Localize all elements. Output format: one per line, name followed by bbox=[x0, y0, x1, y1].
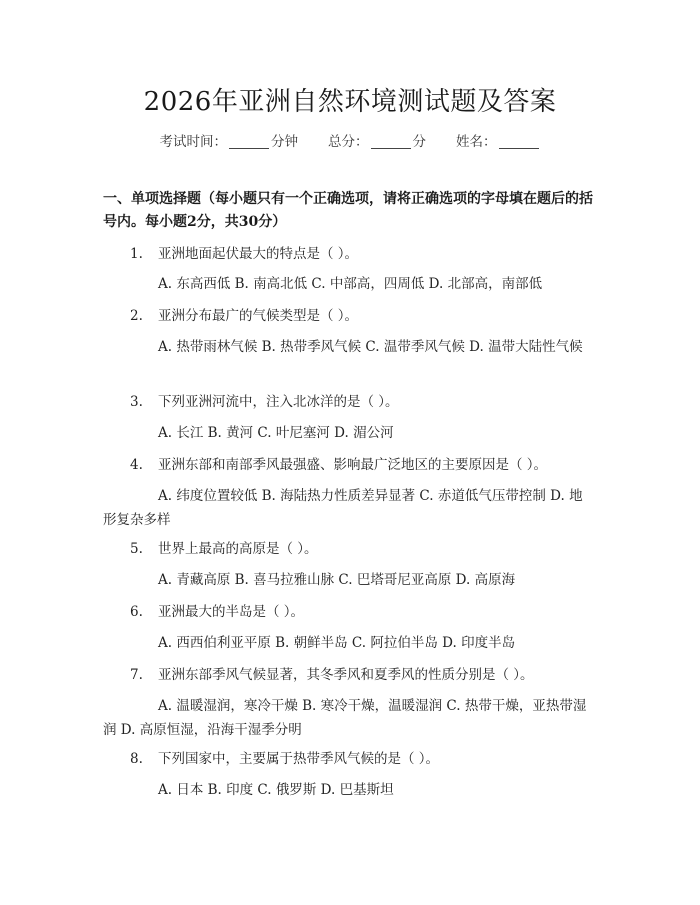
page-title: 2026年亚洲自然环境测试题及答案 bbox=[143, 87, 557, 117]
time-unit: 分钟 bbox=[271, 134, 298, 150]
question-number: 4. bbox=[130, 457, 143, 473]
question-options: A. 温暖湿润，寒冷干燥 B. 寒冷干燥，温暖湿润 C. 热带干燥，亚热带湿润 D. 高原恒湿，沿海干湿季分明 bbox=[103, 698, 587, 738]
score-unit: 分 bbox=[412, 134, 426, 150]
question-number: 2. bbox=[130, 308, 143, 324]
question-stem: 世界上最高的高原是（ ）。 bbox=[158, 541, 318, 557]
question-number: 3. bbox=[130, 394, 143, 410]
score-label: 总分： bbox=[328, 134, 369, 150]
question-stem: 亚洲东部和南部季风最强盛、影响最广泛地区的主要原因是（ ）。 bbox=[158, 457, 548, 473]
question-stem: 亚洲东部季风气候显著，其冬季风和夏季风的性质分别是（ ）。 bbox=[158, 667, 534, 683]
question-number: 1. bbox=[130, 246, 143, 262]
question-stem: 亚洲地面起伏最大的特点是（ ）。 bbox=[158, 246, 359, 262]
question-stem: 下列亚洲河流中，注入北冰洋的是（ ）。 bbox=[158, 394, 399, 410]
question-options: A. 日本 B. 印度 C. 俄罗斯 D. 巴基斯坦 bbox=[158, 782, 394, 798]
name-blank bbox=[499, 134, 539, 149]
time-blank bbox=[229, 134, 269, 149]
question-number: 5. bbox=[130, 541, 143, 557]
section-heading: 一、单项选择题（每小题只有一个正确选项，请将正确选项的字母填在题后的括号内。每小题2分，共30分） bbox=[103, 191, 593, 230]
question-options: A. 东高西低 B. 南高北低 C. 中部高，四周低 D. 北部高，南部低 bbox=[158, 276, 543, 292]
question-stem: 亚洲分布最广的气候类型是（ ）。 bbox=[158, 308, 359, 324]
question-number: 7. bbox=[130, 667, 143, 683]
exam-meta bbox=[0, 130, 700, 150]
question-number: 8. bbox=[130, 751, 143, 767]
question-options: A. 长江 B. 黄河 C. 叶尼塞河 D. 湄公河 bbox=[158, 425, 394, 441]
question-options: A. 热带雨林气候 B. 热带季风气候 C. 温带季风气候 D. 温带大陆性气候 bbox=[158, 339, 583, 355]
score-blank bbox=[371, 134, 411, 149]
question-number: 6. bbox=[130, 604, 143, 620]
time-label: 考试时间： bbox=[159, 134, 227, 150]
question-options: A. 西西伯利亚平原 B. 朝鲜半岛 C. 阿拉伯半岛 D. 印度半岛 bbox=[158, 635, 516, 651]
question-options: A. 纬度位置较低 B. 海陆热力性质差异显著 C. 赤道低气压带控制 D. 地形复杂多样 bbox=[103, 488, 583, 528]
name-label: 姓名： bbox=[456, 134, 497, 150]
question-stem: 亚洲最大的半岛是（ ）。 bbox=[158, 604, 305, 620]
question-stem: 下列国家中，主要属于热带季风气候的是（ ）。 bbox=[158, 751, 440, 767]
question-options: A. 青藏高原 B. 喜马拉雅山脉 C. 巴塔哥尼亚高原 D. 高原海 bbox=[158, 572, 516, 588]
